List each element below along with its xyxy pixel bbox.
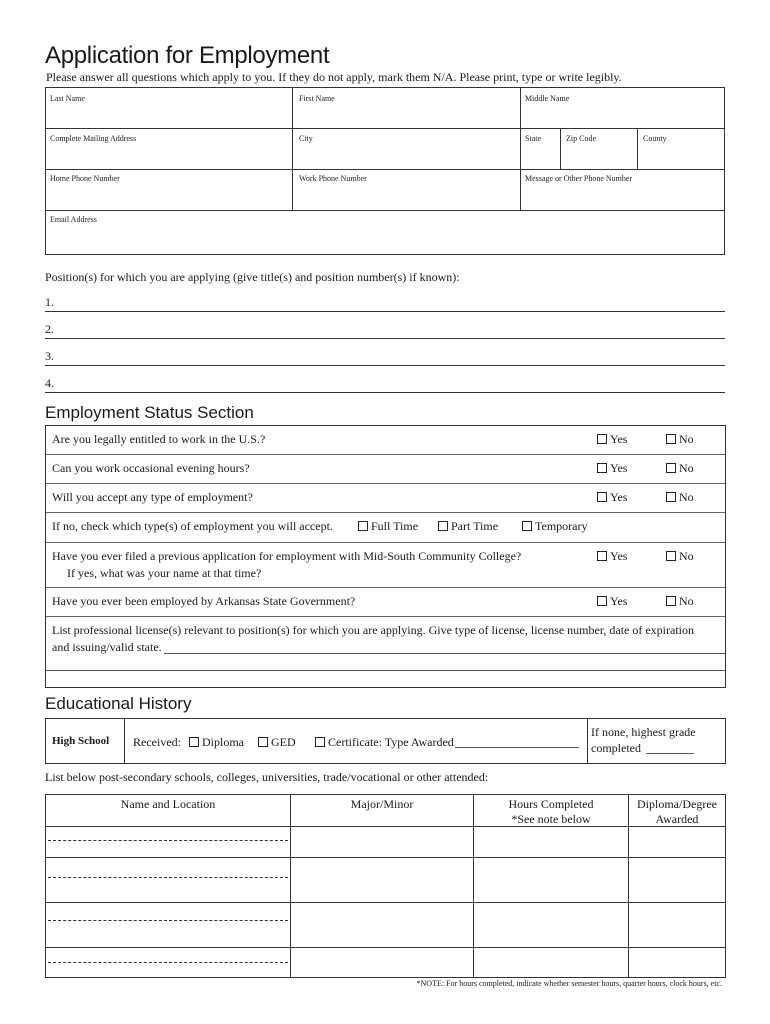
any-type-yes-checkbox[interactable] xyxy=(597,490,627,505)
school-1-major-field[interactable] xyxy=(294,828,474,857)
school-2-major-field[interactable] xyxy=(294,859,474,901)
school-4-name-field[interactable] xyxy=(50,949,290,977)
evening-no-checkbox[interactable] xyxy=(666,461,694,476)
license-field-line-2[interactable] xyxy=(50,655,719,672)
question-state-gov: Have you ever been employed by Arkansas State Government? xyxy=(52,594,356,608)
school-4-diploma-field[interactable] xyxy=(632,949,726,977)
post-secondary-table xyxy=(45,794,726,978)
high-school-label: High School xyxy=(52,735,110,747)
highest-grade-field[interactable] xyxy=(647,739,697,755)
home-phone-field[interactable] xyxy=(48,180,292,210)
part-time-checkbox[interactable] xyxy=(438,519,498,534)
license-field-line-3[interactable] xyxy=(50,672,719,688)
state-gov-no-checkbox[interactable] xyxy=(666,594,694,609)
col-diploma-line-1: Diploma/Degree xyxy=(637,797,717,811)
school-4-hours-field[interactable] xyxy=(477,949,629,977)
legal-no-label: No xyxy=(679,432,694,446)
status-row-state-gov xyxy=(46,588,725,617)
position-number-3: 3. xyxy=(45,349,54,363)
school-3-name-field[interactable] xyxy=(50,904,290,946)
position-number-2: 2. xyxy=(45,322,54,336)
state-label: State xyxy=(525,134,541,143)
status-row-license xyxy=(46,617,725,687)
col-name-location: Name and Location xyxy=(120,797,216,811)
school-1-diploma-field[interactable] xyxy=(632,828,726,857)
state-gov-yes-checkbox[interactable] xyxy=(597,594,627,609)
instructions: Please answer all questions which apply to you. If they do not apply, mark them N/A. Please print, type or write legibly. xyxy=(46,70,622,84)
mailing-address-label: Complete Mailing Address xyxy=(50,134,137,143)
part-time-label: Part Time xyxy=(451,519,499,533)
employment-status-heading: Employment Status Section xyxy=(45,403,254,422)
contact-info-grid xyxy=(45,87,725,255)
highest-grade-label-line-1: If none, highest grade xyxy=(591,725,696,739)
question-any-type: Will you accept any type of employment? xyxy=(52,490,253,504)
mailing-address-field[interactable] xyxy=(48,140,292,170)
temporary-checkbox[interactable] xyxy=(522,519,587,534)
license-field-line-1[interactable] xyxy=(166,637,720,655)
certificate-label: Certificate: Type Awarded xyxy=(328,735,454,749)
status-row-previous xyxy=(46,543,725,588)
school-1-hours-field[interactable] xyxy=(477,828,629,857)
question-license-line-1: List professional license(s) relevant to position(s) for which you are applying. Give type of license, license number, date of expiration xyxy=(52,623,694,637)
previous-name-field[interactable] xyxy=(266,563,570,583)
first-name-field[interactable] xyxy=(296,100,520,130)
home-phone-label: Home Phone Number xyxy=(50,174,120,183)
evening-yes-label: Yes xyxy=(610,461,628,475)
school-2-hours-field[interactable] xyxy=(477,859,629,901)
temporary-label: Temporary xyxy=(535,519,588,533)
county-field[interactable] xyxy=(641,140,725,170)
any-type-no-label: No xyxy=(679,490,694,504)
work-phone-label: Work Phone Number xyxy=(299,174,367,183)
city-field[interactable] xyxy=(296,140,520,170)
legal-yes-checkbox[interactable] xyxy=(597,432,627,447)
certificate-type-field[interactable] xyxy=(456,731,582,749)
middle-name-label: Middle Name xyxy=(525,94,570,103)
ged-label: GED xyxy=(271,735,296,749)
diploma-checkbox[interactable] xyxy=(189,735,244,750)
status-row-evening xyxy=(46,455,725,484)
page-title: Application for Employment xyxy=(45,42,330,69)
legal-no-checkbox[interactable] xyxy=(666,432,694,447)
highest-grade-label-line-2: completed xyxy=(591,741,641,755)
work-phone-field[interactable] xyxy=(296,180,520,210)
position-line-1 xyxy=(45,293,725,312)
school-1-name-field[interactable] xyxy=(50,828,290,857)
email-field[interactable] xyxy=(48,221,722,251)
status-row-legal xyxy=(46,426,725,455)
last-name-label: Last Name xyxy=(50,94,85,103)
county-label: County xyxy=(643,134,667,143)
status-row-any-type xyxy=(46,484,725,513)
employment-status-table xyxy=(45,425,726,688)
message-phone-field[interactable] xyxy=(524,180,723,210)
position-line-2 xyxy=(45,320,725,339)
state-gov-yes-label: Yes xyxy=(610,594,628,608)
school-2-diploma-field[interactable] xyxy=(632,859,726,901)
question-license-line-2: and issuing/valid state. xyxy=(52,640,162,654)
email-label: Email Address xyxy=(50,215,97,224)
col-hours-line-2: *See note below xyxy=(511,812,591,826)
full-time-checkbox[interactable] xyxy=(358,519,418,534)
previous-yes-label: Yes xyxy=(610,549,628,563)
previous-yes-checkbox[interactable] xyxy=(597,549,627,564)
high-school-row xyxy=(45,718,726,764)
legal-yes-label: Yes xyxy=(610,432,628,446)
first-name-label: First Name xyxy=(299,94,335,103)
position-field-1[interactable] xyxy=(61,293,725,311)
full-time-label: Full Time xyxy=(371,519,419,533)
post-secondary-question: List below post-secondary schools, colleges, universities, trade/vocational or other attended: xyxy=(45,770,489,784)
zip-field[interactable] xyxy=(564,140,638,170)
previous-no-label: No xyxy=(679,549,694,563)
position-field-3[interactable] xyxy=(61,347,725,365)
state-field[interactable] xyxy=(524,140,560,170)
question-types: If no, check which type(s) of employment you will accept. xyxy=(52,519,333,533)
position-field-4[interactable] xyxy=(61,374,725,392)
received-label: Received: xyxy=(133,735,181,749)
question-previous: Have you ever filed a previous application for employment with Mid-South Community College? xyxy=(52,549,522,563)
certificate-checkbox[interactable] xyxy=(315,735,454,750)
educational-history-heading: Educational History xyxy=(45,694,192,713)
last-name-field[interactable] xyxy=(48,100,292,130)
col-diploma-line-2: Awarded xyxy=(655,812,699,826)
position-number-1: 1. xyxy=(45,295,54,309)
evening-no-label: No xyxy=(679,461,694,475)
school-3-hours-field[interactable] xyxy=(477,904,629,946)
col-major-minor: Major/Minor xyxy=(350,797,414,811)
ged-checkbox[interactable] xyxy=(258,735,296,750)
message-phone-label: Message or Other Phone Number xyxy=(525,174,633,183)
any-type-yes-label: Yes xyxy=(610,490,628,504)
position-number-4: 4. xyxy=(45,376,54,390)
position-line-3 xyxy=(45,347,725,366)
status-row-types xyxy=(46,513,725,543)
city-label: City xyxy=(299,134,313,143)
position-line-4 xyxy=(45,374,725,393)
state-gov-no-label: No xyxy=(679,594,694,608)
school-3-major-field[interactable] xyxy=(294,904,474,946)
school-2-name-field[interactable] xyxy=(50,859,290,901)
question-legal: Are you legally entitled to work in the U.S.? xyxy=(52,432,266,446)
middle-name-field[interactable] xyxy=(524,100,723,130)
any-type-no-checkbox[interactable] xyxy=(666,490,694,505)
question-evening: Can you work occasional evening hours? xyxy=(52,461,250,475)
evening-yes-checkbox[interactable] xyxy=(597,461,627,476)
hours-note: *NOTE: For hours completed, indicate whether semester hours, quarter hours, clock hours, etc. xyxy=(416,979,722,988)
school-4-major-field[interactable] xyxy=(294,949,474,977)
positions-question: Position(s) for which you are applying (give title(s) and position number(s) if known): xyxy=(45,270,460,284)
position-field-2[interactable] xyxy=(61,320,725,338)
previous-no-checkbox[interactable] xyxy=(666,549,694,564)
diploma-label: Diploma xyxy=(202,735,244,749)
zip-label: Zip Code xyxy=(566,134,596,143)
school-3-diploma-field[interactable] xyxy=(632,904,726,946)
col-hours-line-1: Hours Completed xyxy=(508,797,594,811)
question-previous-name: If yes, what was your name at that time? xyxy=(67,566,262,580)
